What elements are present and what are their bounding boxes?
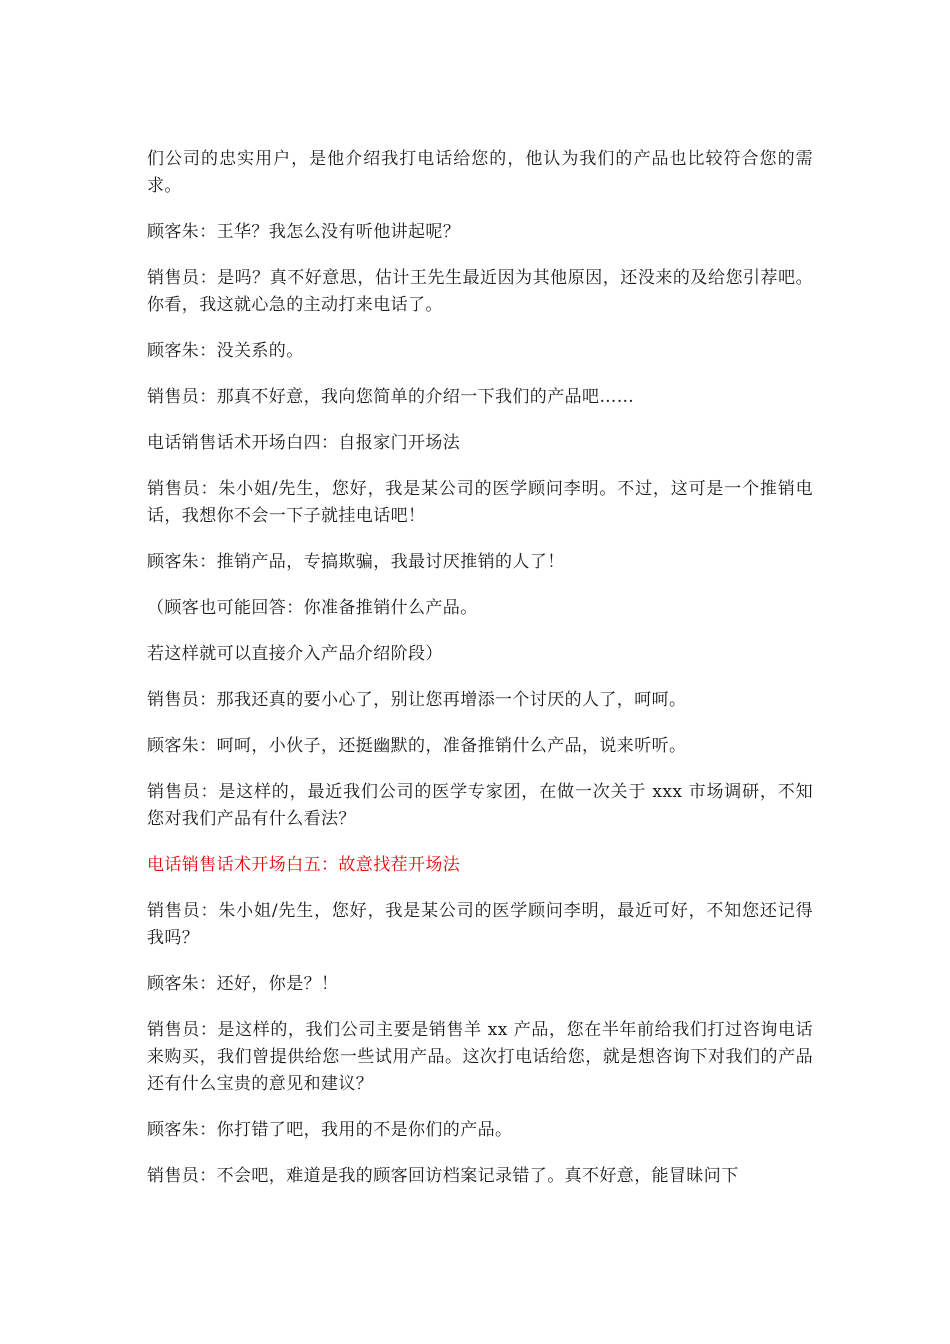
paragraph: 顾客朱：没关系的。	[147, 341, 304, 361]
paragraph: 们公司的忠实用户，是他介绍我打电话给您的，他认为我们的产品也比较符合您的需求。	[147, 149, 813, 196]
document-body	[147, 146, 813, 1209]
paragraph: 顾客朱：你打错了吧，我用的不是你们的产品。	[147, 1120, 513, 1140]
section-heading: 电话销售话术开场白四：自报家门开场法	[147, 433, 461, 453]
paragraph: （顾客也可能回答：你准备推销什么产品。	[147, 598, 478, 618]
paragraph: 销售员：朱小姐/先生，您好，我是某公司的医学顾问李明，最近可好，不知您还记得我吗？	[147, 901, 813, 948]
paragraph: 销售员：不会吧，难道是我的顾客回访档案记录错了。真不好意，能冒昧问下	[147, 1166, 739, 1186]
paragraph: 顾客朱：王华？我怎么没有听他讲起呢？	[147, 222, 461, 242]
paragraph: 销售员：是这样的，最近我们公司的医学专家团，在做一次关于 xxx 市场调研，不知您对我们产品有什么看法？	[147, 782, 813, 829]
paragraph: 销售员：那我还真的要小心了，别让您再增添一个讨厌的人了，呵呵。	[147, 690, 687, 710]
paragraph: 顾客朱：还好，你是？！	[147, 974, 339, 994]
paragraph: 销售员：那真不好意，我向您简单的介绍一下我们的产品吧……	[147, 387, 635, 407]
paragraph: 销售员：是这样的，我们公司主要是销售羊 xx 产品，您在半年前给我们打过咨询电话来购买，我们曾提供给您一些试用产品。这次打电话给您，就是想咨询下对我们的产品还有什么宝贵的意见和建议？	[147, 1020, 813, 1094]
paragraph: 销售员：是吗？真不好意思，估计王先生最近因为其他原因，还没来的及给您引荐吧。你看，我这就心急的主动打来电话了。	[147, 268, 813, 315]
paragraph: 顾客朱：推销产品，专搞欺骗，我最讨厌推销的人了！	[147, 552, 565, 572]
paragraph: 销售员：朱小姐/先生，您好，我是某公司的医学顾问李明。不过，这可是一个推销电话，我想你不会一下子就挂电话吧！	[147, 479, 813, 526]
paragraph: 若这样就可以直接介入产品介绍阶段）	[147, 644, 443, 664]
section-heading-red: 电话销售话术开场白五：故意找茬开场法	[147, 855, 461, 875]
paragraph: 顾客朱：呵呵，小伙子，还挺幽默的，准备推销什么产品，说来听听。	[147, 736, 687, 756]
